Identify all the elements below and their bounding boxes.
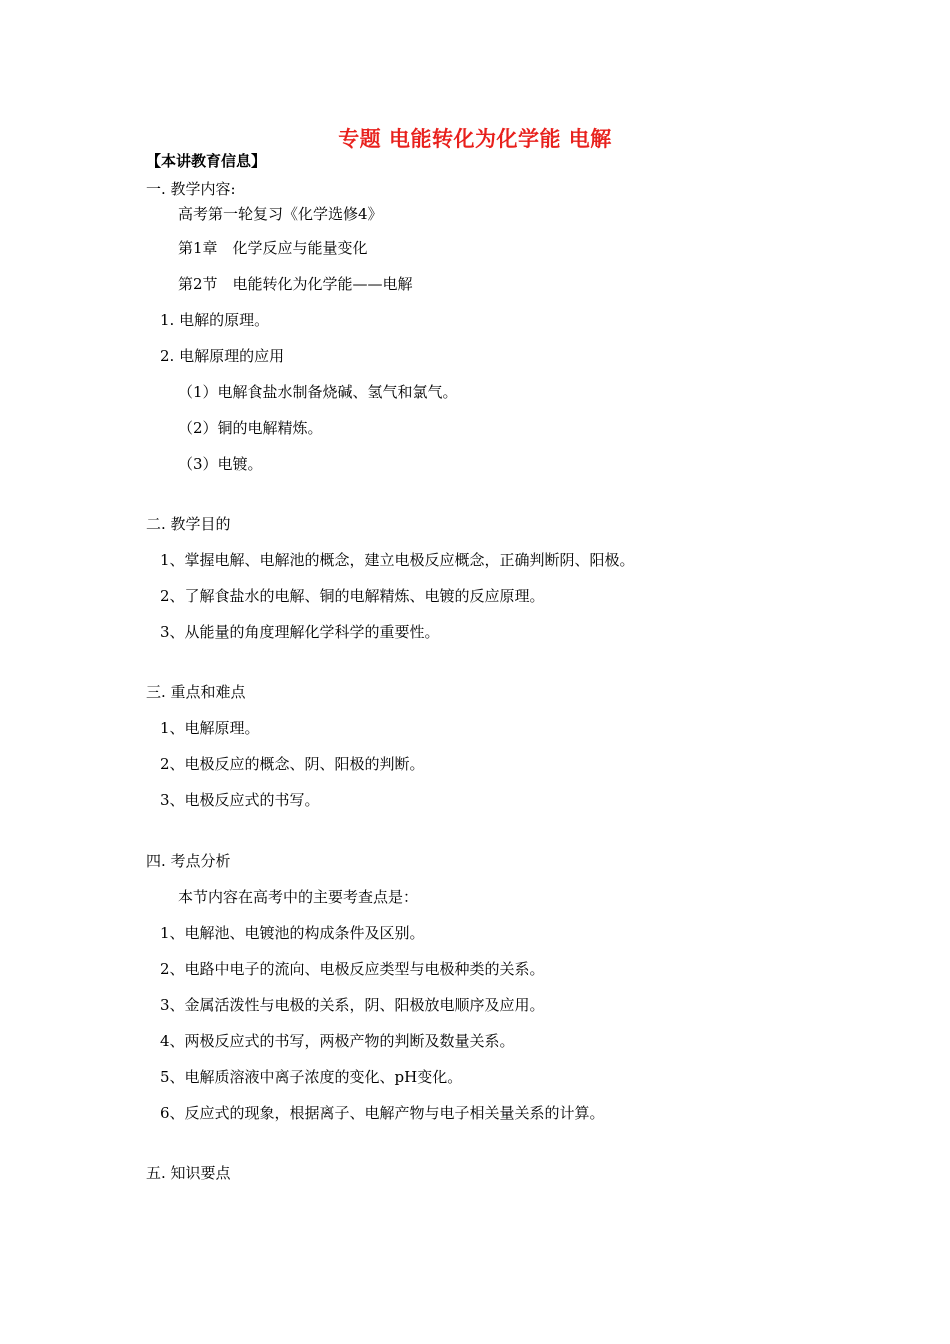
content-line: （1）电解食盐水制备烧碱、氢气和氯气。	[178, 383, 458, 401]
section-heading-content: 一. 教学内容:	[146, 180, 236, 198]
content-line: 第2节 电能转化为化学能——电解	[178, 275, 413, 293]
exam-point-line: 5、电解质溶液中离子浓度的变化、pH变化。	[160, 1068, 463, 1086]
exam-point-line: 1、电解池、电镀池的构成条件及区别。	[160, 924, 425, 942]
document-title: 专题 电能转化为化学能 电解	[338, 127, 612, 151]
content-line: 高考第一轮复习《化学选修4》	[178, 205, 383, 223]
content-line: （3）电镀。	[178, 455, 263, 473]
content-line: 2. 电解原理的应用	[160, 347, 285, 365]
exam-point-line: 2、电路中电子的流向、电极反应类型与电极种类的关系。	[160, 960, 545, 978]
content-line: 1. 电解的原理。	[160, 311, 270, 329]
key-point-line: 1、电解原理。	[160, 719, 260, 737]
exam-analysis-intro: 本节内容在高考中的主要考查点是：	[178, 888, 419, 906]
content-line: （2）铜的电解精炼。	[178, 419, 323, 437]
info-header: 【本讲教育信息】	[146, 152, 267, 170]
key-point-line: 2、电极反应的概念、阴、阳极的判断。	[160, 755, 425, 773]
objective-line: 2、了解食盐水的电解、铜的电解精炼、电镀的反应原理。	[160, 587, 545, 605]
objective-line: 1、掌握电解、电解池的概念，建立电极反应概念，正确判断阴、阳极。	[160, 551, 635, 569]
section-heading-knowledge: 五. 知识要点	[146, 1164, 231, 1182]
section-heading-exam-analysis: 四. 考点分析	[146, 852, 231, 870]
exam-point-line: 3、金属活泼性与电极的关系，阴、阳极放电顺序及应用。	[160, 996, 545, 1014]
section-heading-key-points: 三. 重点和难点	[146, 683, 246, 701]
exam-point-line: 4、两极反应式的书写，两极产物的判断及数量关系。	[160, 1032, 515, 1050]
objective-line: 3、从能量的角度理解化学科学的重要性。	[160, 623, 440, 641]
content-line: 第1章 化学反应与能量变化	[178, 239, 368, 257]
key-point-line: 3、电极反应式的书写。	[160, 791, 320, 809]
section-heading-objectives: 二. 教学目的	[146, 515, 231, 533]
exam-point-line: 6、反应式的现象，根据离子、电解产物与电子相关量关系的计算。	[160, 1104, 605, 1122]
